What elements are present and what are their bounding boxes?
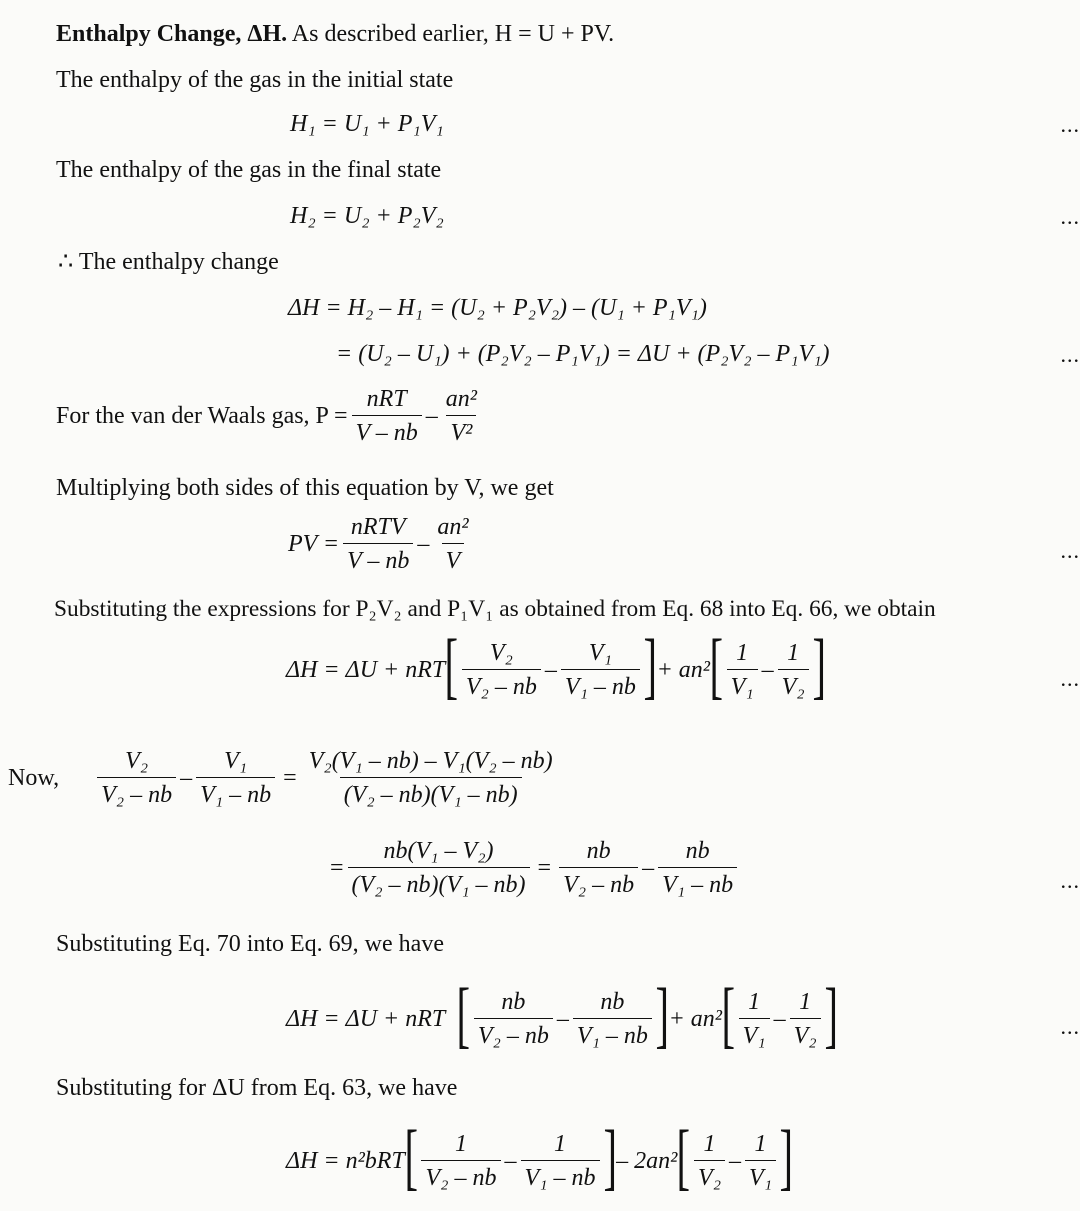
fraction: $\frac{1}{\text{V₂}}$ bbox=[790, 989, 821, 1050]
fraction: $\frac{nb}{\text{V₂ – nb}}$ bbox=[559, 838, 638, 899]
fraction: $\frac{nb}{\text{V₂ – nb}}$ bbox=[474, 989, 553, 1050]
fraction: $\frac{1}{\text{V₁ – nb}}$ bbox=[521, 1131, 600, 1192]
fraction: $\frac{1}{\text{V₁}}$ bbox=[727, 640, 758, 701]
fraction: $\frac{\text{nb(V₁ – V₂)}}{\text{(V₂ – nb)(V₁ – nb)}}$ bbox=[348, 838, 530, 899]
fraction: $\frac{1}{\text{V₁}}$ bbox=[739, 989, 770, 1050]
eq-number-dots: ... bbox=[1060, 538, 1080, 563]
eq-number-dots: ... bbox=[1060, 666, 1080, 691]
eq-number-dots: ... bbox=[1060, 1014, 1080, 1039]
equation-h2: H₂ = U₂ + P₂V₂ bbox=[290, 203, 444, 229]
fraction: $\frac{\text{nRT}}{V - nb}$ bbox=[352, 386, 422, 447]
eq-number-dots: ... bbox=[1060, 868, 1080, 893]
fraction: $\frac{nb}{\text{V₁ – nb}}$ bbox=[573, 989, 652, 1050]
fraction: $\frac{\text{V₁}}{\text{V₁ – nb}}$ bbox=[196, 748, 275, 809]
line-enthalpy-change: ∴ The enthalpy change bbox=[58, 249, 279, 275]
line-substituting-expressions: Substituting the expressions for P₂V₂ and P₁V₁ as obtained from Eq. 68 into Eq. 66, we obtain bbox=[54, 596, 936, 622]
fraction: $\frac{1}{\text{V₁}}$ bbox=[745, 1131, 776, 1192]
equation-van-der-waals: For the van der Waals gas, P = $\frac{\text{nRT}}{V - nb}$ – $\frac{\text{an²}}{\text{V²}}$ bbox=[56, 386, 485, 447]
equation-delta-h-final: ΔH = n²bRT [ $\frac{1}{\text{V₂ – nb}}$ – $\frac{1}{\text{V₁ – nb}}$ ] – 2an² [ $\frac{1}{\text{V₂}}$ – $\frac{1}{\text{V₁}}$ ] bbox=[286, 1116, 794, 1198]
line-initial-state: The enthalpy of the gas in the initial state bbox=[56, 67, 454, 93]
equation-now-continued: = $\frac{\text{nb(V₁ – V₂)}}{\text{(V₂ – nb)(V₁ – nb)}}$ = $\frac{nb}{\text{V₂ – nb}}$ – $\frac{nb}{\text{V₁ – nb}}$ bbox=[330, 838, 741, 899]
fraction: $\frac{\text{V₂(V₁ – nb) – V₁(V₂ – nb)}}{\text{(V₂ – nb)(V₁ – nb)}}$ bbox=[308, 748, 553, 809]
fraction: $\frac{\text{an²}}{\text{V²}}$ bbox=[445, 386, 477, 447]
line-final-state: The enthalpy of the gas in the final state bbox=[56, 157, 442, 183]
eq-number-dots: ... bbox=[1060, 112, 1080, 137]
fraction: $\frac{1}{\text{V₂}}$ bbox=[778, 640, 809, 701]
vdw-prefix: For the van der Waals gas, P = bbox=[56, 403, 348, 430]
heading-rest: As described earlier, H = U + PV. bbox=[291, 21, 615, 47]
eq-number-dots: ... bbox=[1060, 342, 1080, 367]
equation-delta-h-2: ΔH = ΔU + nRT [ $\frac{nb}{\text{V₂ – nb}}$ – $\frac{nb}{\text{V₁ – nb}}$ ] + an² [ $\frac{1}{\text{V₁}}$ – $\frac{1}{\text{V₂}}$ ] bbox=[286, 974, 838, 1056]
line-multiplying: Multiplying both sides of this equation by V, we get bbox=[56, 475, 554, 501]
now-label: Now, bbox=[8, 765, 60, 792]
fraction: $\frac{1}{\text{V₂}}$ bbox=[694, 1131, 725, 1192]
line-substituting-eq70: Substituting Eq. 70 into Eq. 69, we have bbox=[56, 931, 444, 957]
line-substituting-delta-u: Substituting for ΔU from Eq. 63, we have bbox=[56, 1075, 458, 1101]
equation-h1: H₁ = U₁ + P₁V₁ bbox=[290, 111, 444, 137]
fraction: $\frac{\text{an²}}{V}$ bbox=[437, 514, 469, 575]
fraction: $\frac{nb}{\text{V₁ – nb}}$ bbox=[658, 838, 737, 899]
heading bbox=[56, 22, 614, 46]
equation-now: Now, $\frac{\text{V₂}}{\text{V₂ – nb}}$ – $\frac{\text{V₁}}{\text{V₁ – nb}}$ = $\frac{\text{V₂(V₁ – nb) – V₁(V₂ – nb)}}{\text{(V₂ – nb)(V₁ – nb)}}$ bbox=[8, 748, 561, 809]
equation-delta-h-a: ΔH = H₂ – H₁ = (U₂ + P₂V₂) – (U₁ + P₁V₁) bbox=[288, 295, 707, 321]
fraction: $\frac{\text{nRTV}}{V - nb}$ bbox=[343, 514, 413, 575]
fraction: $\frac{\text{V₂}}{\text{V₂ – nb}}$ bbox=[97, 748, 176, 809]
fraction: $\frac{\text{V₂}}{\text{V₂ – nb}}$ bbox=[462, 640, 541, 701]
fraction: $\frac{1}{\text{V₂ – nb}}$ bbox=[421, 1131, 500, 1192]
equation-delta-h-b: = (U₂ – U₁) + (P₂V₂ – P₁V₁) = ΔU + (P₂V₂ – P₁V₁) bbox=[336, 341, 830, 367]
fraction: $\frac{\text{V₁}}{\text{V₁ – nb}}$ bbox=[561, 640, 640, 701]
equation-pv: PV = $\frac{\text{nRTV}}{V - nb}$ – $\frac{\text{an²}}{V}$ bbox=[288, 514, 477, 575]
eq-number-dots: ... bbox=[1060, 204, 1080, 229]
equation-delta-h-1: ΔH = ΔU + nRT [ $\frac{\text{V₂}}{\text{V₂ – nb}}$ – $\frac{\text{V₁}}{\text{V₁ – nb}}$ ] + an² [ $\frac{1}{\text{V₁}}$ – $\frac{1}{\text{V₂}}$ ] bbox=[286, 625, 826, 707]
heading-bold: Enthalpy Change, ΔH. bbox=[56, 21, 288, 47]
